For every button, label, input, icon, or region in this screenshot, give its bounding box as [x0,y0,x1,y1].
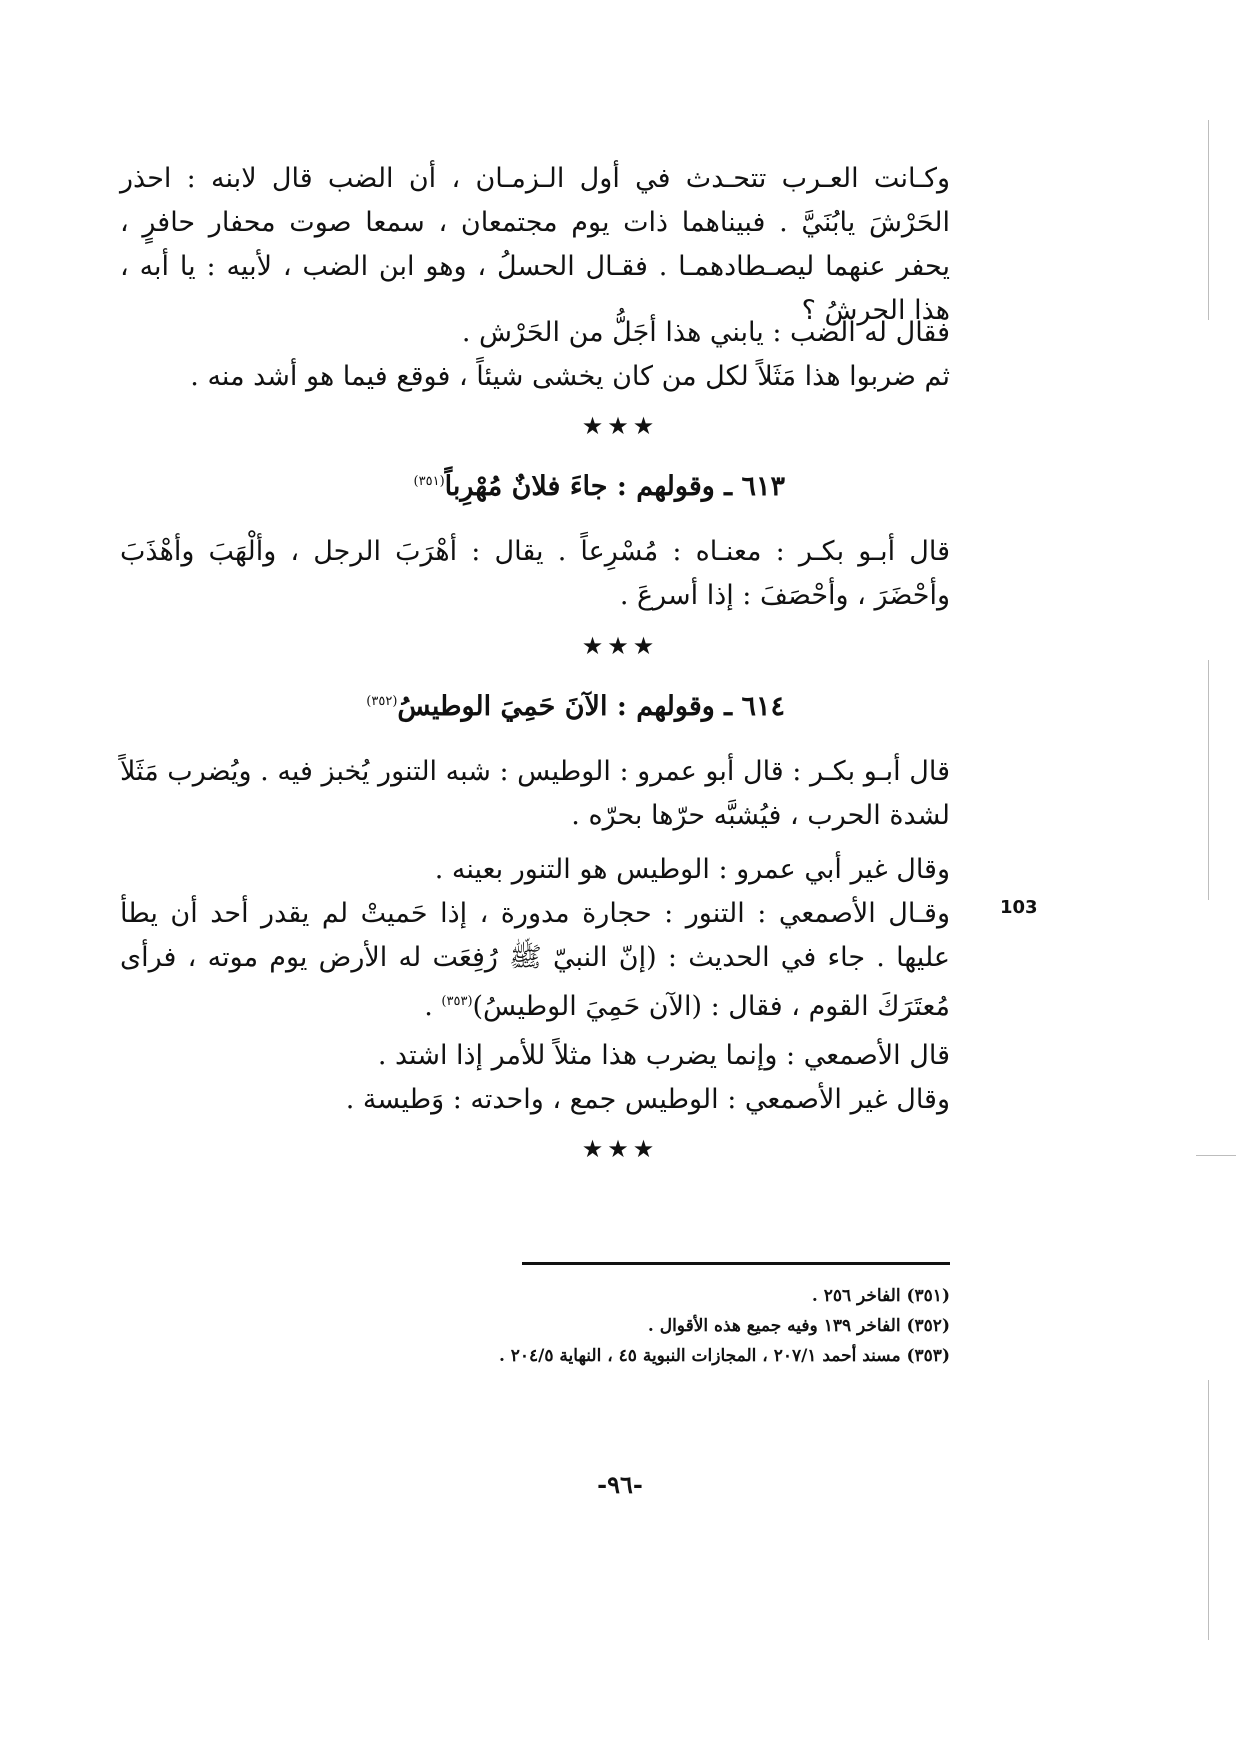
intro-proverb-line: ثم ضربوا هذا مَثَلاً لكل من كان يخشى شيئاً ، فوقع فيما هو أشد منه . [190,361,950,392]
entry-614-line-5: وقال غير الأصمعي : الوطيس جمع ، واحدته : وَطيسة . [345,1084,950,1115]
entry-614-title-text: ٦١٤ ـ وقولهم : الآنَ حَمِيَ الوطيسُ [397,691,785,722]
entry-614-title [366,680,785,729]
entry-614-line-4: قال الأصمعي : وإنما يضرب هذا مثلاً للأمر إذا اشتد . [377,1040,950,1071]
entry-614-text-1: قال أبـو بكـر : قال أبو عمرو : الوطيس : شبه التنور يُخبز فيه . ويُضرب مَثَلاً لشدة الحرب ، فيُشبَّه حرّها بحرّه . [120,756,950,831]
scan-edge-line [1208,1380,1209,1640]
footnote-divider [522,1262,950,1265]
footnote-352: (٣٥٢) الفاخر ١٣٩ وفيه جميع هذه الأقوال . [647,1316,950,1336]
entry-614-paragraph-1 [120,750,950,838]
separator-stars: ★★★ [581,412,659,440]
intro-paragraph [120,157,950,333]
footnote-ref-352: (٣٥٢) [366,694,398,709]
entry-613-title-text: ٦١٣ ـ وقولهم : جاءَ فلانٌ مُهْرِباً [444,471,785,502]
entry-613-text: قال أبـو بكـر : معنـاه : مُسْرِعاً . يقال : أهْرَبَ الرجل ، وألْهَبَ وأهْذَبَ وأحْضَرَ ، وأحْصَفَ : إذا أسرعَ . [120,536,950,611]
page-number: -٩٦- [597,1470,643,1499]
margin-page-number: 103 [1000,897,1038,918]
footnote-ref-351: (٣٥١) [413,474,445,489]
footnote-351: (٣٥١) الفاخر ٢٥٦ . [811,1286,950,1306]
entry-613-title [414,460,785,509]
intro-reply-line: فقال له الضب : يابني هذا أجَلُّ من الحَرْش . [461,317,950,348]
intro-text: وكـانت العـرب تتحـدث في أول الـزمـان ، أن الضب قال لابنه : احذر الحَرْشَ يابُنَيَّ . فبيناهما ذات يوم مجتمعان ، سمعا صوت محفار حافرٍ ، يحفر عنهما ليصـطادهمـا . فقـال الحسلُ ، وهو ابن الضب ، لأبيه : يا أبه ، هذا الحرشُ ؟ [120,163,950,326]
entry-614-line-2: وقال غير أبي عمرو : الوطيس هو التنور بعينه . [434,854,950,885]
scan-edge-line [1208,660,1209,900]
separator-stars: ★★★ [581,1135,659,1163]
scan-edge-line [1208,120,1209,320]
footnote-ref-353: (٣٥٣) [441,994,473,1009]
entry-614-text-3-end: . [424,991,442,1022]
separator-stars: ★★★ [581,632,659,660]
entry-613-paragraph [120,530,950,618]
entry-614-paragraph-3 [120,892,950,1029]
entry-614-text-3: وقـال الأصمعي : التنور : حجارة مدورة ، إذا حَميتْ لم يقدر أحد أن يطأ عليها . جاء في الحديث : (إنّ النبيّ ﷺ رُفِعَت له الأرض يوم موته ، فرأى مُعتَرَكَ القوم ، فقال : (الآن حَمِيَ الوطيسُ) [120,898,951,1022]
footnote-353: (٣٥٣) مسند أحمد ٢٠٧/١ ، المجازات النبوية ٤٥ ، النهاية ٢٠٤/٥ . [498,1346,950,1366]
